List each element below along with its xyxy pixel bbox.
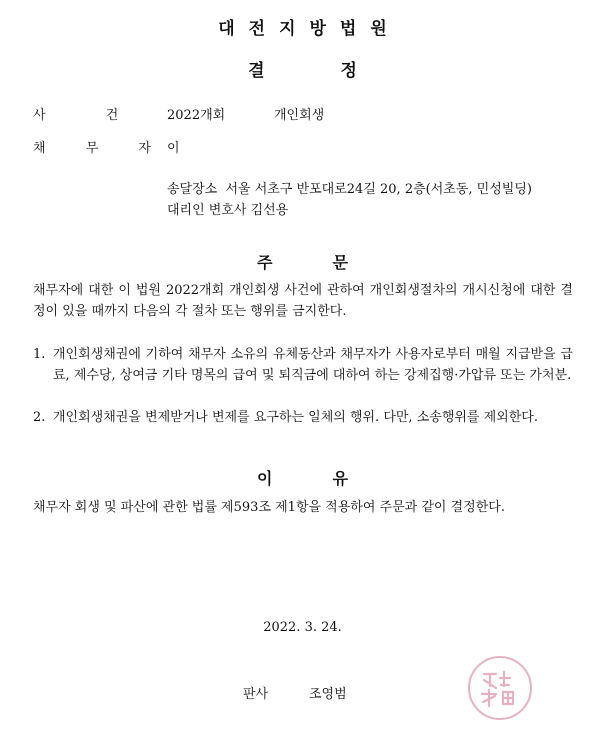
decision-date: 2022. 3. 24. bbox=[263, 620, 342, 635]
debtor-label: 채 무 자 bbox=[33, 141, 169, 156]
seal-icon bbox=[470, 658, 530, 718]
case-label: 사 건 bbox=[33, 108, 147, 123]
case-number: 2022개회 bbox=[167, 108, 226, 123]
document-type bbox=[0, 56, 605, 81]
document-type-char-2: 정 bbox=[340, 61, 357, 81]
reason-heading-char-2: 유 bbox=[332, 469, 348, 488]
agent-label: 대리인 변호사 bbox=[167, 203, 247, 218]
reason-heading bbox=[0, 466, 605, 489]
order-item-number: 2. bbox=[33, 410, 46, 425]
order-item-2 bbox=[33, 407, 573, 428]
service-address bbox=[167, 178, 532, 197]
judge-seal-stamp bbox=[468, 656, 532, 720]
document-type-char-1: 결 bbox=[248, 61, 265, 81]
order-heading bbox=[0, 250, 605, 273]
order-heading-char-2: 문 bbox=[332, 253, 348, 272]
order-heading-char-1: 주 bbox=[257, 253, 273, 272]
order-item-number: 1. bbox=[33, 347, 46, 362]
agent-name: 김선용 bbox=[250, 203, 289, 218]
court-name: 대전지방법원 bbox=[218, 19, 401, 39]
judge-name: 조영범 bbox=[309, 687, 347, 702]
debtor-name: 이 bbox=[167, 141, 180, 156]
judge-label: 판사 bbox=[243, 687, 269, 702]
address-value: 서울 서초구 반포대로24길 20, 2층(서초동, 민성빌딩) bbox=[225, 182, 532, 197]
legal-agent bbox=[167, 199, 288, 218]
order-item-text: 개인회생채권에 기하여 채무자 소유의 유체동산과 채무자가 사용자로부터 매월 지급받을 급료, 제수당, 상여금 기타 명목의 급여 및 퇴직금에 대하여 하는 강제집행·가압류 또는 가처분. bbox=[53, 347, 573, 383]
case-name: 개인회생 bbox=[274, 108, 325, 123]
address-label: 송달장소 bbox=[167, 182, 218, 197]
reason-text: 채무자 회생 및 파산에 관한 법률 제593조 제1항을 적용하여 주문과 같이 결정한다. bbox=[33, 500, 505, 515]
order-item-text: 개인회생채권을 변제받거나 변제를 요구하는 일체의 행위. 다만, 소송행위를 제외한다. bbox=[53, 410, 538, 425]
reason-heading-char-1: 이 bbox=[257, 469, 273, 488]
order-item-1 bbox=[33, 344, 573, 386]
order-intro: 채무자에 대한 이 법원 2022개회 개인회생 사건에 관하여 개인회생절차의 개시신청에 대한 결정이 있을 때까지 다음의 각 절차 또는 행위를 금지한다. bbox=[33, 283, 573, 319]
